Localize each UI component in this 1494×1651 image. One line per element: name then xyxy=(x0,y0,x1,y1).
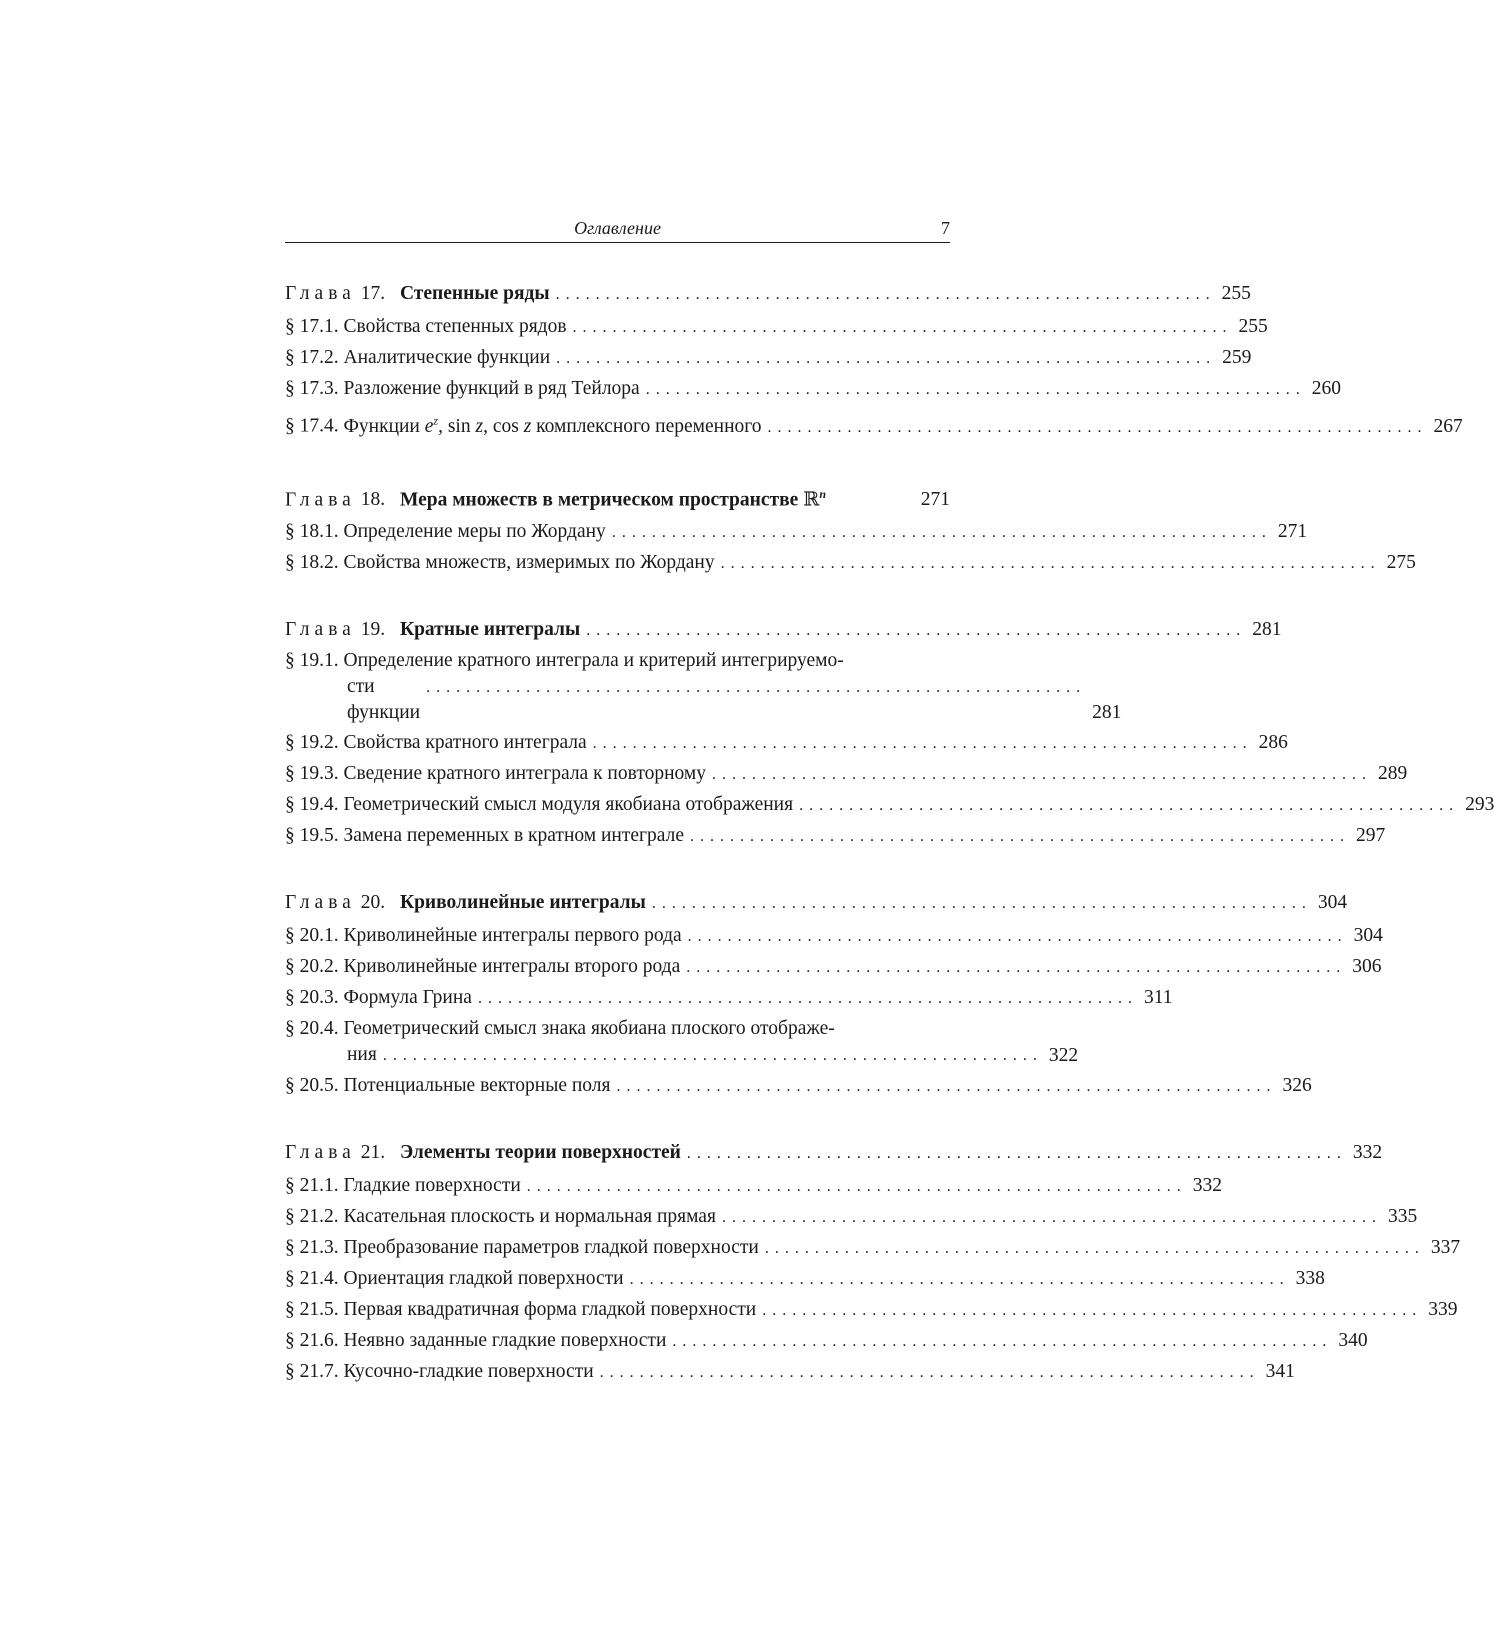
section-page: 311 xyxy=(1143,987,1173,1008)
chapter-title: Мера множеств в метрическом пространстве xyxy=(399,489,799,510)
section-entry[interactable] xyxy=(285,312,1268,343)
section-title: Функции $e^z$, sin z, cos z комплексного переменного xyxy=(343,413,762,437)
dot-leader: .................................................................. xyxy=(526,1178,1187,1195)
chapter-title: Степенные ряды xyxy=(399,283,550,304)
section-number: § 19.1. xyxy=(285,650,339,671)
chapter-heading[interactable] xyxy=(285,615,1282,646)
section-page: 293 xyxy=(1465,794,1494,815)
section-title: Гладкие поверхности xyxy=(343,1175,521,1196)
section-page: 255 xyxy=(1238,316,1268,337)
chapter-page: 281 xyxy=(1252,619,1282,640)
section-title: Криволинейные интегралы второго рода xyxy=(343,956,681,977)
section-number: § 17.4. xyxy=(285,415,339,437)
section-title: Преобразование параметров гладкой поверхности xyxy=(343,1237,759,1258)
section-number: § 20.4. xyxy=(285,1018,339,1039)
section-page: 281 xyxy=(1092,702,1122,723)
section-entry[interactable] xyxy=(285,374,1341,405)
chapter-number: 17. xyxy=(360,283,386,304)
section-number: § 19.2. xyxy=(285,732,339,753)
toc-page xyxy=(285,218,1494,1388)
section-entry[interactable] xyxy=(285,983,1173,1014)
section-number: § 20.5. xyxy=(285,1075,339,1096)
chapter-17 xyxy=(285,279,1463,443)
section-title: Свойства кратного интеграла xyxy=(343,732,587,753)
section-number: § 21.7. xyxy=(285,1361,339,1382)
dot-leader: .................................................................. xyxy=(764,1240,1425,1257)
section-page: 326 xyxy=(1282,1075,1312,1096)
chapter-page: 255 xyxy=(1221,283,1251,304)
chapter-heading[interactable] xyxy=(285,279,1251,310)
section-page: 297 xyxy=(1356,825,1386,846)
dot-leader: .................................................................. xyxy=(799,797,1460,814)
section-title: Замена переменных в кратном интеграле xyxy=(343,825,684,846)
chapter-21 xyxy=(285,1138,1461,1388)
section-number: § 18.2. xyxy=(285,552,339,573)
dot-leader: .................................................................. xyxy=(651,895,1312,912)
section-number: § 21.2. xyxy=(285,1206,339,1227)
dot-leader: .................................................................. xyxy=(762,1302,1423,1319)
section-entry[interactable] xyxy=(285,1357,1295,1388)
section-page: 335 xyxy=(1387,1206,1418,1227)
section-title-line1: Геометрический смысл знака якобиана плоского отображе- xyxy=(343,1018,835,1039)
section-page: 260 xyxy=(1311,378,1341,399)
chapter-prefix: Глава xyxy=(285,892,356,913)
dot-leader: .................................................................. xyxy=(556,350,1217,367)
dot-leader: .................................................................. xyxy=(477,990,1138,1007)
section-title: Сведение кратного интеграла к повторному xyxy=(343,763,707,784)
dot-leader: .................................................................. xyxy=(616,1078,1277,1095)
chapter-heading[interactable] xyxy=(285,888,1348,919)
section-entry[interactable] xyxy=(285,1016,1079,1069)
dot-leader: .................................................................. xyxy=(686,959,1347,976)
section-title-line1: Определение кратного интеграла и критерий интегрируемо- xyxy=(343,650,844,671)
dot-leader: .................................................................. xyxy=(720,555,1381,572)
chapter-19 xyxy=(285,615,1494,852)
section-entry[interactable] xyxy=(285,1233,1461,1264)
math-superscript: n xyxy=(819,486,827,501)
section-title: Касательная плоскость и нормальная прямая xyxy=(343,1206,716,1227)
dot-leader: .................................................................. xyxy=(555,286,1216,303)
section-number: § 21.1. xyxy=(285,1175,339,1196)
chapter-page: 304 xyxy=(1317,892,1348,913)
section-title: Первая квадратичная форма гладкой поверхности xyxy=(343,1299,757,1320)
section-number: § 17.2. xyxy=(285,347,339,368)
section-entry[interactable] xyxy=(285,1171,1223,1202)
running-title: Оглавление xyxy=(574,218,661,238)
dot-leader: .................................................................. xyxy=(426,679,1087,696)
chapter-prefix: Глава xyxy=(285,489,356,510)
section-number: § 19.4. xyxy=(285,794,339,815)
dot-leader: .................................................................. xyxy=(672,1333,1333,1350)
section-title: Свойства множеств, измеримых по Жордану xyxy=(343,552,715,573)
section-page: 306 xyxy=(1352,956,1382,977)
dot-leader: .................................................................. xyxy=(686,1145,1347,1162)
section-number: § 21.6. xyxy=(285,1330,339,1351)
section-title: Свойства степенных рядов xyxy=(343,316,567,337)
chapter-18 xyxy=(285,479,1416,580)
section-number: § 19.3. xyxy=(285,763,339,784)
section-entry[interactable] xyxy=(285,343,1252,374)
section-number: § 21.5. xyxy=(285,1299,339,1320)
chapter-prefix: Глава xyxy=(285,1142,356,1163)
section-page: 304 xyxy=(1353,925,1383,946)
dot-leader: .................................................................. xyxy=(712,766,1373,783)
section-page: 340 xyxy=(1338,1330,1368,1351)
section-entry[interactable] xyxy=(285,648,1122,726)
running-header xyxy=(285,218,950,243)
section-title: Геометрический смысл модуля якобиана отображения xyxy=(343,794,794,815)
dot-leader: .................................................................. xyxy=(586,622,1247,639)
chapter-page: 271 xyxy=(920,489,950,510)
section-number: § 21.3. xyxy=(285,1237,339,1258)
section-entry[interactable] xyxy=(285,405,1463,443)
math-symbol: ℝ xyxy=(803,489,820,510)
section-number: § 17.1. xyxy=(285,316,339,337)
dot-leader: .................................................................. xyxy=(690,828,1350,845)
section-number: § 21.4. xyxy=(285,1268,339,1289)
section-title: Ориентация гладкой поверхности xyxy=(343,1268,624,1289)
section-number: § 19.5. xyxy=(285,825,339,846)
section-title: Формула Грина xyxy=(343,987,472,1008)
chapter-20 xyxy=(285,888,1383,1102)
section-page: 337 xyxy=(1430,1237,1461,1258)
section-entry[interactable] xyxy=(285,952,1382,983)
section-title-line2: сти функции xyxy=(347,676,421,723)
chapter-title: Кратные интегралы xyxy=(399,619,581,640)
section-page: 275 xyxy=(1386,552,1416,573)
page-number: 7 xyxy=(941,218,950,238)
section-number: § 17.3. xyxy=(285,378,339,399)
section-entry[interactable] xyxy=(285,1295,1458,1326)
section-entry[interactable] xyxy=(285,821,1386,852)
section-title: Неявно заданные гладкие поверхности xyxy=(343,1330,667,1351)
dot-leader: .................................................................. xyxy=(721,1209,1382,1226)
section-number: § 20.1. xyxy=(285,925,339,946)
section-entry[interactable] xyxy=(285,548,1416,579)
chapter-title: Элементы теории поверхностей xyxy=(399,1142,681,1163)
dot-leader: .................................................................. xyxy=(382,1047,1043,1064)
section-entry[interactable] xyxy=(285,1071,1312,1102)
dot-leader: .................................................................. xyxy=(599,1364,1260,1381)
chapter-number: 21. xyxy=(360,1142,386,1163)
section-page: 286 xyxy=(1258,732,1288,753)
dot-leader: .................................................................. xyxy=(592,735,1253,752)
section-title: Определение меры по Жордану xyxy=(343,521,606,542)
section-entry[interactable] xyxy=(285,1326,1368,1357)
section-page: 289 xyxy=(1378,763,1408,784)
section-number: § 20.3. xyxy=(285,987,339,1008)
section-number: § 20.2. xyxy=(285,956,339,977)
chapter-number: 18. xyxy=(360,489,386,510)
dot-leader: .................................................................. xyxy=(687,928,1348,945)
dot-leader: .................................................................. xyxy=(572,319,1233,336)
section-page: 267 xyxy=(1433,415,1463,437)
section-entry[interactable] xyxy=(285,790,1494,821)
section-entry[interactable] xyxy=(285,921,1383,952)
section-title: Криволинейные интегралы первого рода xyxy=(343,925,682,946)
section-entry[interactable] xyxy=(285,759,1408,790)
section-page: 259 xyxy=(1222,347,1252,368)
section-entry[interactable] xyxy=(285,1264,1325,1295)
section-title: Потенциальные векторные поля xyxy=(343,1075,611,1096)
chapter-prefix: Глава xyxy=(285,283,356,304)
section-entry[interactable] xyxy=(285,728,1288,759)
chapter-number: 20. xyxy=(360,892,386,913)
section-title-line2: ния xyxy=(347,1044,377,1065)
section-page: 332 xyxy=(1192,1175,1223,1196)
section-title: Разложение функций в ряд Тейлора xyxy=(343,378,640,399)
chapter-heading[interactable] xyxy=(285,1138,1383,1169)
section-page: 341 xyxy=(1265,1361,1295,1382)
section-page: 338 xyxy=(1295,1268,1325,1289)
section-page: 339 xyxy=(1428,1299,1458,1320)
section-page: 322 xyxy=(1048,1045,1079,1066)
section-entry[interactable] xyxy=(285,1202,1418,1233)
section-number: § 18.1. xyxy=(285,521,339,542)
dot-leader: .................................................................. xyxy=(629,1271,1290,1288)
chapter-prefix: Глава xyxy=(285,619,356,640)
dot-leader: .................................................................. xyxy=(645,381,1306,398)
chapter-title: Криволинейные интегралы xyxy=(399,892,646,913)
chapter-number: 19. xyxy=(360,619,386,640)
section-title: Кусочно-гладкие поверхности xyxy=(343,1361,594,1382)
section-entry[interactable] xyxy=(285,517,1308,548)
chapter-heading[interactable] xyxy=(285,479,950,516)
section-title: Аналитические функции xyxy=(343,347,551,368)
section-page: 271 xyxy=(1277,521,1308,542)
dot-leader: .................................................................. xyxy=(611,524,1272,541)
dot-leader: .................................................................. xyxy=(767,418,1428,436)
chapter-page: 332 xyxy=(1352,1142,1383,1163)
